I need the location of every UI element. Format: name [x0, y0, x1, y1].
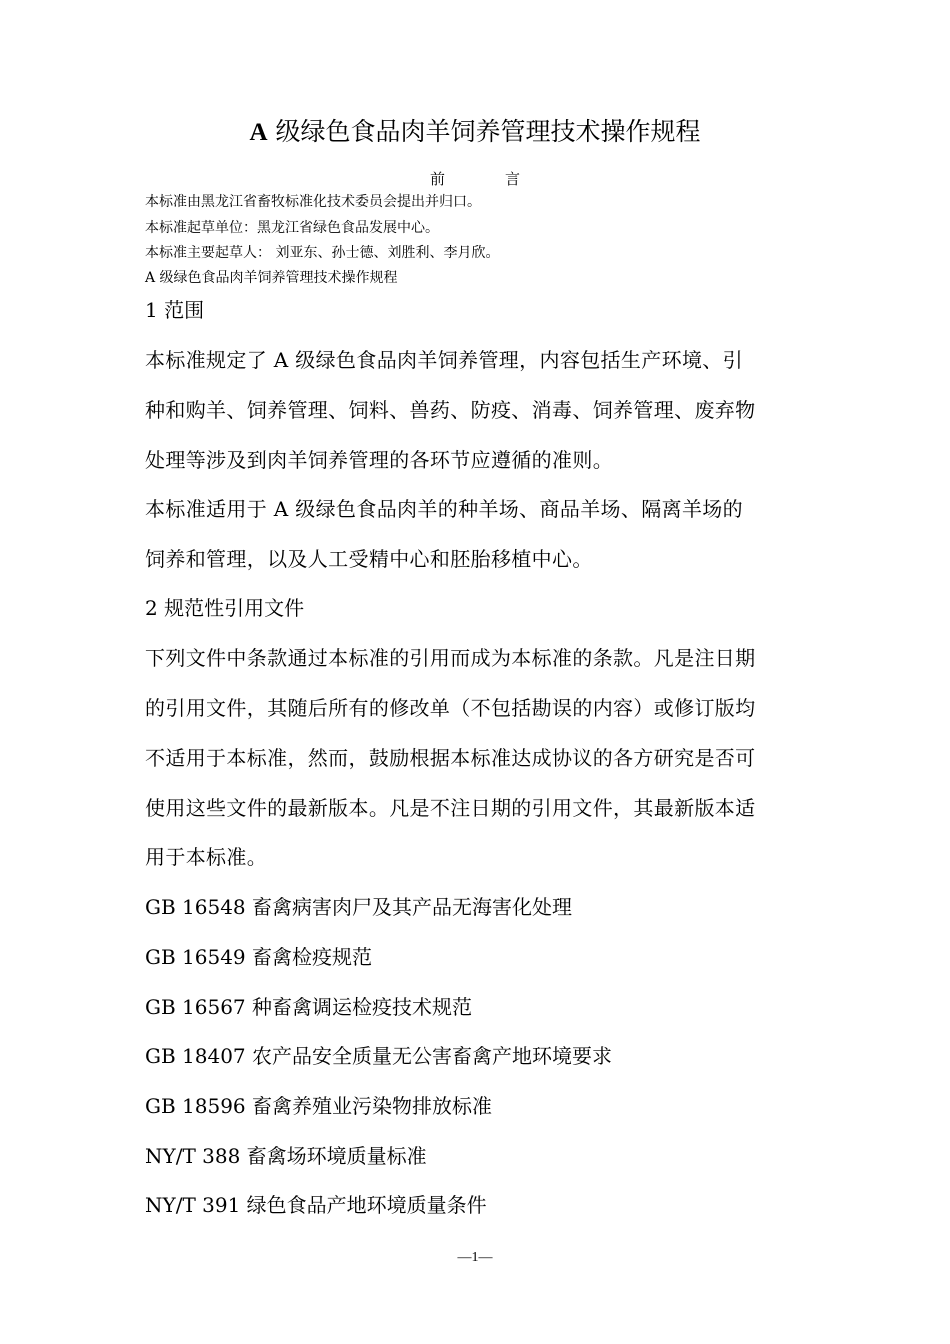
paragraph-line: 用于本标准。 — [145, 845, 268, 869]
page-number: —1— — [457, 1250, 493, 1265]
reference-item: GB 16548 畜禽病害肉尸及其产品无海害化处理 — [145, 895, 573, 919]
reference-item: NY/T 391 绿色食品产地环境质量条件 — [145, 1193, 487, 1217]
reference-item: GB 18407 农产品安全质量无公害畜禽产地环境要求 — [145, 1044, 613, 1068]
preface-line: A 级绿色食品肉羊饲养管理技术操作规程 — [145, 270, 398, 286]
paragraph-line: 不适用于本标准，然而，鼓励根据本标准达成协议的各方研究是否可 — [145, 746, 756, 770]
paragraph-line: 处理等涉及到肉羊饲养管理的各环节应遵循的准则。 — [145, 448, 614, 472]
document-title — [0, 114, 950, 151]
paragraph-line: 饲养和管理，以及人工受精中心和胚胎移植中心。 — [145, 547, 593, 571]
title-grade-prefix: A — [249, 119, 268, 146]
reference-item: GB 18596 畜禽养殖业污染物排放标准 — [145, 1094, 493, 1118]
title-text: 级绿色食品肉羊饲养管理技术操作规程 — [275, 117, 701, 146]
paragraph-line: 使用这些文件的最新版本。凡是不注日期的引用文件，其最新版本适 — [145, 796, 756, 820]
reference-item: GB 16567 种畜禽调运检疫技术规范 — [145, 995, 473, 1019]
preface-line: 本标准主要起草人： 刘亚东、孙士德、刘胜利、李月欣。 — [145, 245, 500, 261]
paragraph-line: 本标准规定了 A 级绿色食品肉羊饲养管理，内容包括生产环境、引 — [145, 348, 744, 372]
reference-item: NY/T 388 畜禽场环境质量标准 — [145, 1144, 427, 1168]
reference-item: GB 16549 畜禽检疫规范 — [145, 945, 373, 969]
paragraph-line: 下列文件中条款通过本标准的引用而成为本标准的条款。凡是注日期 — [145, 646, 756, 670]
paragraph-line: 本标准适用于 A 级绿色食品肉羊的种羊场、商品羊场、隔离羊场的 — [145, 497, 744, 521]
preface-line: 本标准由黑龙江省畜牧标准化技术委员会提出并归口。 — [145, 194, 481, 210]
section-heading-scope: 1 范围 — [145, 298, 205, 322]
paragraph-line: 的引用文件，其随后所有的修改单（不包括勘误的内容）或修订版均 — [145, 696, 756, 720]
preface-line: 本标准起草单位：黑龙江省绿色食品发展中心。 — [145, 220, 439, 236]
section-heading-references: 2 规范性引用文件 — [145, 596, 305, 620]
preface-heading: 前言 — [429, 170, 580, 188]
paragraph-line: 种和购羊、饲养管理、饲料、兽药、防疫、消毒、饲养管理、废弃物 — [145, 398, 756, 422]
